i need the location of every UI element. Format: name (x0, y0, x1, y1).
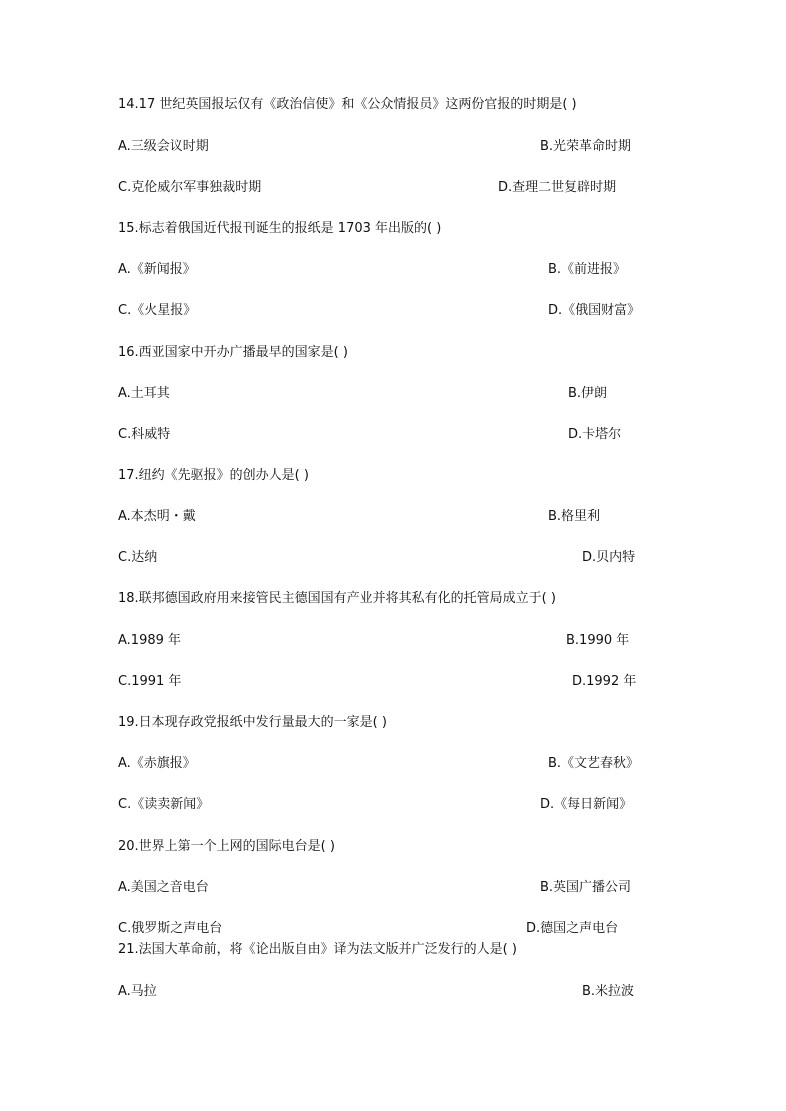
question-18-stem: 18.联邦德国政府用来接管民主德国国有产业并将其私有化的托管局成立于( ) (118, 591, 556, 606)
question-19-option-b: B.《文艺春秋》 (548, 756, 640, 771)
question-16-option-a: A.土耳其 (118, 386, 170, 401)
question-19-option-a: A.《赤旗报》 (118, 756, 196, 771)
question-14-option-c: C.克伦威尔军事独裁时期 (118, 180, 262, 195)
question-15-option-b: B.《前进报》 (548, 262, 627, 277)
question-19-option-d: D.《每日新闻》 (540, 797, 633, 812)
question-20-stem: 20.世界上第一个上网的国际电台是( ) (118, 839, 335, 854)
question-19-stem: 19.日本现存政党报纸中发行量最大的一家是( ) (118, 715, 387, 730)
question-15-option-c: C.《火星报》 (118, 303, 197, 318)
question-16-option-b: B.伊朗 (568, 386, 608, 401)
question-16-stem: 16.西亚国家中开办广播最早的国家是( ) (118, 345, 348, 360)
question-18-option-c: C.1991 年 (118, 674, 182, 689)
question-20-option-d: D.德国之声电台 (526, 921, 619, 936)
question-17-stem: 17.纽约《先驱报》的创办人是( ) (118, 468, 309, 483)
question-17-option-c: C.达纳 (118, 550, 158, 565)
question-16-option-c: C.科威特 (118, 427, 171, 442)
question-18-option-a: A.1989 年 (118, 633, 182, 648)
question-15-option-d: D.《俄国财富》 (548, 303, 641, 318)
question-15-stem: 15.标志着俄国近代报刊诞生的报纸是 1703 年出版的( ) (118, 221, 442, 236)
question-19-option-c: C.《读卖新闻》 (118, 797, 210, 812)
question-14-option-b: B.光荣革命时期 (540, 139, 632, 154)
question-15-option-a: A.《新闻报》 (118, 262, 196, 277)
question-21-stem: 21.法国大革命前，将《论出版自由》译为法文版并广泛发行的人是( ) (118, 942, 517, 957)
question-17-option-a: A.本杰明・戴 (118, 509, 196, 524)
question-14-option-d: D.查理二世复辟时期 (498, 180, 617, 195)
question-18-option-b: B.1990 年 (566, 633, 630, 648)
question-20-option-a: A.美国之音电台 (118, 880, 209, 895)
question-14-stem: 14.17 世纪英国报坛仅有《政治信使》和《公众情报员》这两份官报的时期是( ) (118, 97, 577, 112)
question-17-option-d: D.贝内特 (582, 550, 636, 565)
question-18-option-d: D.1992 年 (572, 674, 637, 689)
question-20-option-c: C.俄罗斯之声电台 (118, 921, 223, 936)
question-14-option-a: A.三级会议时期 (118, 139, 209, 154)
question-21-option-b: B.米拉波 (582, 984, 635, 999)
question-21-option-a: A.马拉 (118, 984, 157, 999)
question-20-option-b: B.英国广播公司 (540, 880, 632, 895)
question-17-option-b: B.格里利 (548, 509, 601, 524)
question-16-option-d: D.卡塔尔 (568, 427, 622, 442)
